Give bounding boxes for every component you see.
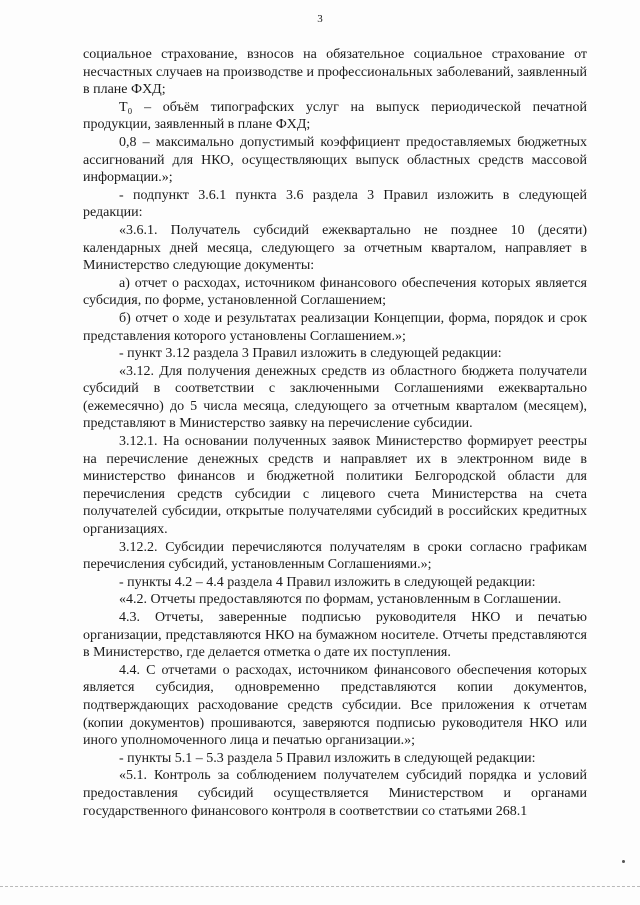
page-number: 3 (317, 13, 323, 25)
paragraph-amendment-3-6-1: - подпункт 3.6.1 пункта 3.6 раздела 3 Правил изложить в следующей редакции: (83, 187, 587, 221)
paragraph-3-12: «3.12. Для получения денежных средств из областного бюджета получатели субсидий в соответствии с заключенными Соглашениями ежеквартально (ежемесячно) до 5 числа месяца, следующего за отчетным кварталом (месяцем), представляют в Министерство заявку на перечисление субсидии. (83, 363, 587, 432)
paragraph-3-6-1: «3.6.1. Получатель субсидий ежеквартально не позднее 10 (десяти) календарных дней месяца, следующего за отчетным кварталом, направляет в Министерство следующие документы: (83, 222, 587, 274)
paragraph-3-6-1-a: а) отчет о расходах, источником финансового обеспечения которых является субсидия, по форме, установленной Соглашением; (83, 275, 587, 309)
paragraph-3-6-1-b: б) отчет о ходе и результатах реализации Концепции, форма, порядок и срок представления которого установлены Соглашением.»; (83, 310, 587, 344)
scan-bottom-edge (0, 886, 640, 887)
paragraph-3-12-1: 3.12.1. На основании полученных заявок Министерство формирует реестры на перечисление денежных средств и направляет их в электронном виде в министерство финансов и бюджетной политики Белгородской области для перечисления средств субсидии с лицевого счета Министерства на счета получателей субсидии, открытые получателями субсидий в российских кредитных организациях. (83, 434, 587, 538)
paragraph-amendment-5-1-5-3: - пункты 5.1 – 5.3 раздела 5 Правил изложить в следующей редакции: (119, 750, 536, 766)
paragraph-3-12-2: 3.12.2. Субсидии перечисляются получателям в сроки согласно графикам перечисления субсидий, установленным Соглашениями.»; (83, 539, 587, 573)
document-body (83, 46, 587, 820)
paragraph-4-2: «4.2. Отчеты предоставляются по формам, установленным в Соглашении. (119, 592, 562, 608)
paragraph-4-4: 4.4. С отчетами о расходах, источником финансового обеспечения которых является субсидия, одновременно представляются копии документов, подтверждающих расходование средств субсидии. Все приложения к отчетам (копии документов) прошиваются, заверяются подписью руководителя НКО или иного уполномоченного лица и печатью организации.»; (83, 662, 587, 749)
paragraph-5-1: «5.1. Контроль за соблюдением получателем субсидий порядка и условий предоставления субсидий осуществляется Министерством и органами государственного финансового контроля в соответствии со статьями 268.1 (83, 768, 587, 819)
paragraph-4-3: 4.3. Отчеты, заверенные подписью руководителя НКО и печатью организации, представляются НКО на бумажном носителе. Отчеты представляются в Министерство, где делается отметка о дате их поступления. (83, 610, 587, 661)
scan-speck (622, 860, 625, 863)
paragraph-continuation: социальное страхование, взносов на обязательное социальное страхование от несчастных случаев на производстве и профессиональных заболеваний, заявленный в плане ФХД; (83, 47, 587, 98)
paragraph-amendment-3-12: - пункт 3.12 раздела 3 Правил изложить в следующей редакции: (119, 346, 502, 362)
paragraph-t0-definition: Т₀ – объём типографских услуг на выпуск периодической печатной продукции, заявленный в плане ФХД; (83, 99, 587, 133)
paragraph-coefficient-definition: 0,8 – максимально допустимый коэффициент предоставляемых бюджетных ассигнований для НКО, осуществляющих выпуск областных средств массовой информации.»; (83, 134, 587, 186)
paragraph-amendment-4-2-4-4: - пункты 4.2 – 4.4 раздела 4 Правил изложить в следующей редакции: (119, 574, 536, 590)
